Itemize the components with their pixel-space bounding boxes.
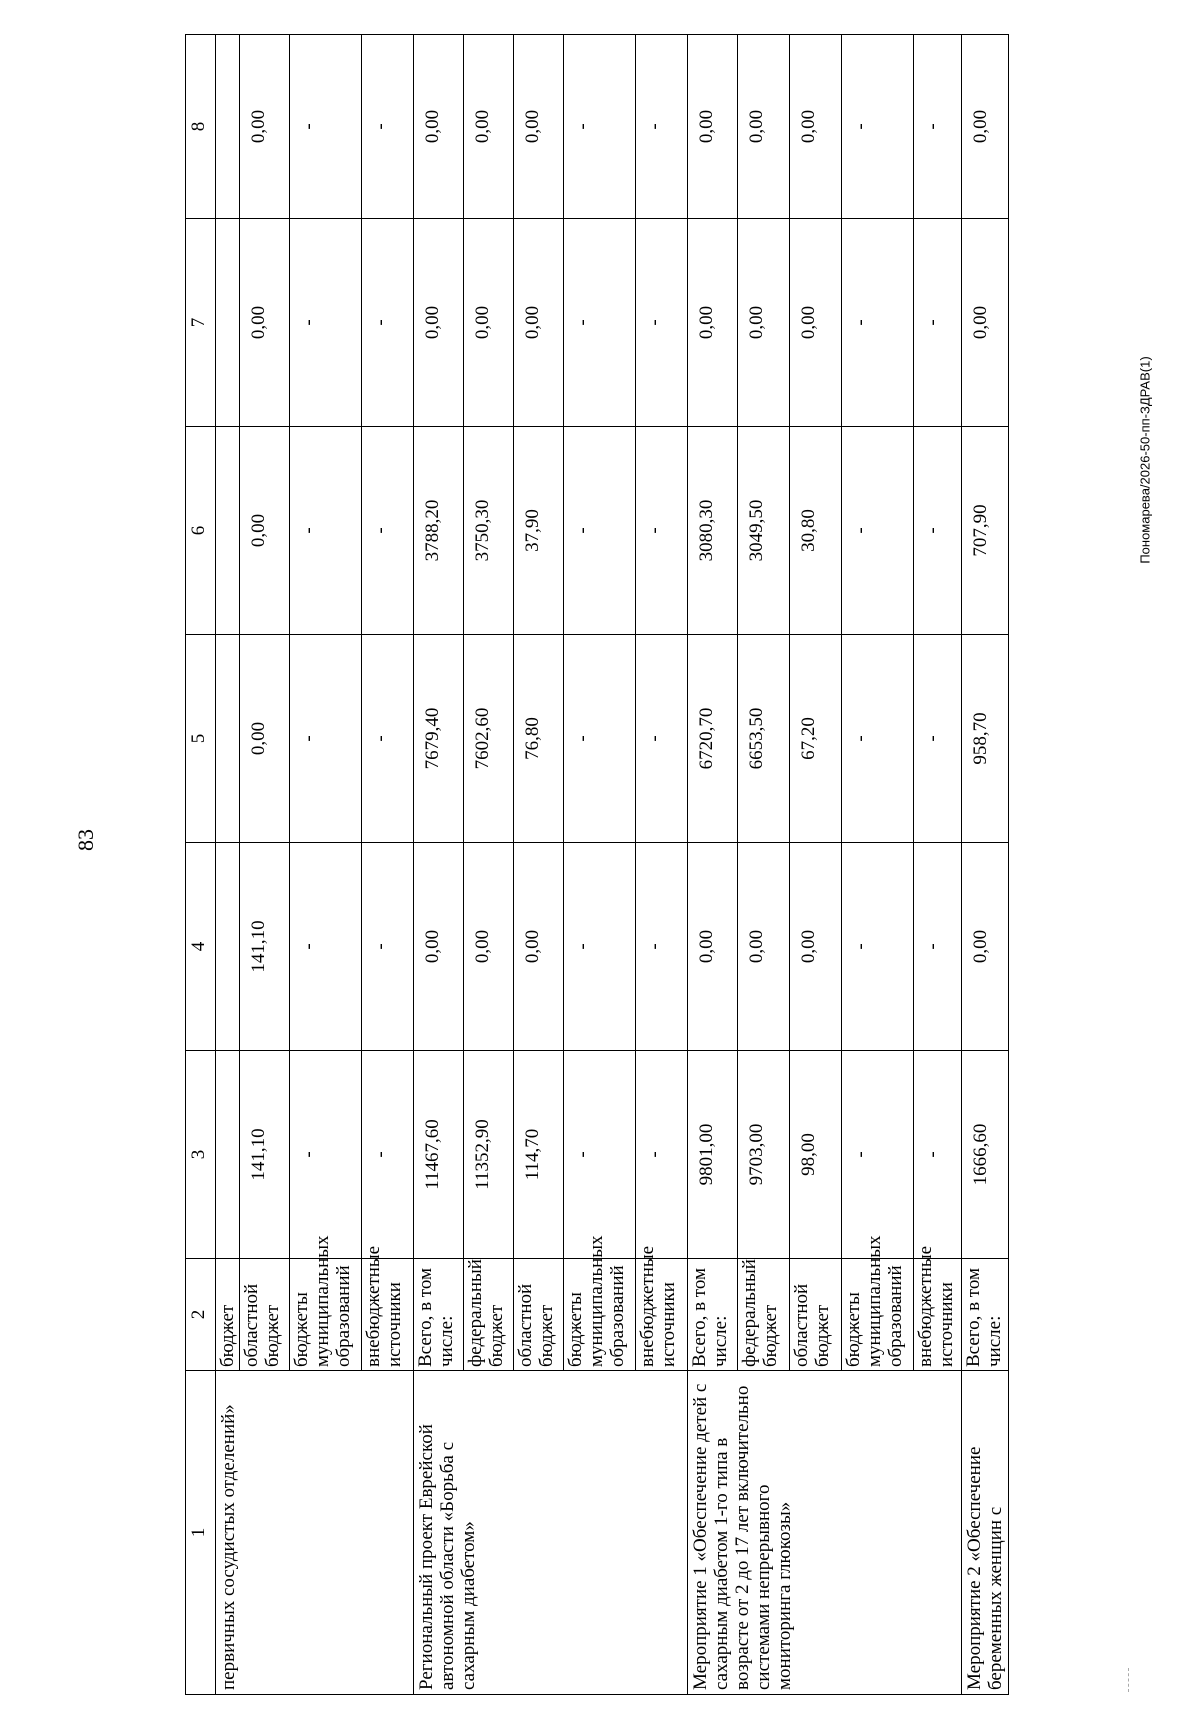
cell: 9703,00 <box>738 1051 790 1259</box>
funding-source: внебюджетные источники <box>914 1259 962 1371</box>
funding-source: федеральный бюджет <box>738 1259 790 1371</box>
cell: - <box>290 635 362 843</box>
cell: 37,90 <box>514 427 564 635</box>
table-row <box>216 35 240 1695</box>
cell: 11352,90 <box>464 1051 514 1259</box>
funding-source: внебюджетные источники <box>362 1259 414 1371</box>
col-header: 7 <box>186 219 216 427</box>
cell: 0,00 <box>738 35 790 219</box>
cell: 0,00 <box>240 635 290 843</box>
cell: - <box>636 427 688 635</box>
col-header: 4 <box>186 843 216 1051</box>
col-header: 5 <box>186 635 216 843</box>
funding-source: бюджеты муниципальных образований <box>564 1259 636 1371</box>
cell <box>216 427 240 635</box>
table-row <box>414 35 464 1695</box>
cell: 0,00 <box>688 35 738 219</box>
table-row <box>688 35 738 1695</box>
cell <box>216 219 240 427</box>
col-header: 3 <box>186 1051 216 1259</box>
cell: 0,00 <box>790 219 842 427</box>
cell: 0,00 <box>240 219 290 427</box>
funding-source: Всего, в том числе: <box>962 1259 1009 1371</box>
funding-source: областной бюджет <box>514 1259 564 1371</box>
funding-source: федеральный бюджет <box>464 1259 514 1371</box>
cell: 0,00 <box>738 219 790 427</box>
budget-table <box>185 34 1009 1695</box>
cell <box>216 843 240 1051</box>
funding-source: Всего, в том числе: <box>414 1259 464 1371</box>
cell: 7602,60 <box>464 635 514 843</box>
cell: 1666,60 <box>962 1051 1009 1259</box>
cell: 0,00 <box>464 35 514 219</box>
cell: 0,00 <box>790 843 842 1051</box>
cell: 0,00 <box>790 35 842 219</box>
cell: 0,00 <box>962 35 1009 219</box>
scan-edge-mark <box>1128 1668 1130 1692</box>
page-number: 83 <box>73 829 98 851</box>
cell <box>216 1051 240 1259</box>
col-header: 8 <box>186 35 216 219</box>
cell: 0,00 <box>688 843 738 1051</box>
cell: - <box>362 427 414 635</box>
cell: 707,90 <box>962 427 1009 635</box>
cell: - <box>636 843 688 1051</box>
cell: 3750,30 <box>464 427 514 635</box>
cell: - <box>564 1051 636 1259</box>
cell: 958,70 <box>962 635 1009 843</box>
cell: 0,00 <box>738 843 790 1051</box>
cell: - <box>636 35 688 219</box>
cell: - <box>290 843 362 1051</box>
cell <box>216 35 240 219</box>
cell: 6720,70 <box>688 635 738 843</box>
col-header: 2 <box>186 1259 216 1371</box>
cell: 0,00 <box>962 843 1009 1051</box>
cell: - <box>914 635 962 843</box>
cell: 0,00 <box>514 35 564 219</box>
cell: - <box>636 219 688 427</box>
cell: 76,80 <box>514 635 564 843</box>
cell: 3049,50 <box>738 427 790 635</box>
cell: - <box>564 843 636 1051</box>
cell: 0,00 <box>514 219 564 427</box>
cell: 0,00 <box>414 219 464 427</box>
cell: 0,00 <box>414 35 464 219</box>
document-footer-code: Пономарева/2026-50-пп-ЗДРАВ(1) <box>1137 356 1153 564</box>
cell: 114,70 <box>514 1051 564 1259</box>
cell: - <box>290 35 362 219</box>
cell: - <box>636 635 688 843</box>
activity-name: Мероприятие 2 «Обеспечение беременных женщин с <box>962 1371 1009 1695</box>
cell: 11467,60 <box>414 1051 464 1259</box>
cell: 0,00 <box>514 843 564 1051</box>
cell: - <box>564 219 636 427</box>
cell: - <box>842 427 914 635</box>
cell: - <box>842 843 914 1051</box>
cell: - <box>842 1051 914 1259</box>
cell: 0,00 <box>464 843 514 1051</box>
cell: - <box>564 635 636 843</box>
rotated-page-content <box>185 35 1125 1695</box>
cell: 6653,50 <box>738 635 790 843</box>
cell: - <box>842 635 914 843</box>
cell: - <box>636 1051 688 1259</box>
cell: 0,00 <box>414 843 464 1051</box>
cell: 141,10 <box>240 843 290 1051</box>
funding-source: бюджеты муниципальных образований <box>290 1259 362 1371</box>
cell: - <box>362 35 414 219</box>
funding-source: бюджет <box>216 1259 240 1371</box>
cell: - <box>290 427 362 635</box>
cell: - <box>564 35 636 219</box>
cell: 3788,20 <box>414 427 464 635</box>
funding-source: внебюджетные источники <box>636 1259 688 1371</box>
funding-source: Всего, в том числе: <box>688 1259 738 1371</box>
cell: - <box>914 843 962 1051</box>
cell: 9801,00 <box>688 1051 738 1259</box>
cell: - <box>362 843 414 1051</box>
cell <box>216 635 240 843</box>
cell: 7679,40 <box>414 635 464 843</box>
cell: 98,00 <box>790 1051 842 1259</box>
funding-source: бюджеты муниципальных образований <box>842 1259 914 1371</box>
cell: - <box>362 635 414 843</box>
cell: - <box>842 219 914 427</box>
cell: - <box>290 219 362 427</box>
cell: - <box>564 427 636 635</box>
funding-source: областной бюджет <box>790 1259 842 1371</box>
cell: 141,10 <box>240 1051 290 1259</box>
cell: - <box>914 1051 962 1259</box>
cell: - <box>362 1051 414 1259</box>
col-header: 1 <box>186 1371 216 1695</box>
cell: - <box>842 35 914 219</box>
cell: - <box>914 219 962 427</box>
cell: - <box>914 427 962 635</box>
activity-name: первичных сосудистых отделений» <box>216 1371 414 1695</box>
cell: 67,20 <box>790 635 842 843</box>
cell: 0,00 <box>962 219 1009 427</box>
cell: 0,00 <box>688 219 738 427</box>
funding-source: областной бюджет <box>240 1259 290 1371</box>
column-number-header-row <box>186 35 216 1695</box>
activity-name: Мероприятие 1 «Обеспечение детей с сахарным диабетом 1-го типа в возрасте от 2 до 17 лет включительно системами непрерывного мониторинга глюкозы» <box>688 1371 962 1695</box>
cell: 3080,30 <box>688 427 738 635</box>
activity-name: Региональный проект Еврейской автономной области «Борьба с сахарным диабетом» <box>414 1371 688 1695</box>
cell: - <box>290 1051 362 1259</box>
cell: 30,80 <box>790 427 842 635</box>
cell: 0,00 <box>464 219 514 427</box>
col-header: 6 <box>186 427 216 635</box>
table-row <box>962 35 1009 1695</box>
cell: - <box>362 219 414 427</box>
cell: - <box>914 35 962 219</box>
cell: 0,00 <box>240 427 290 635</box>
cell: 0,00 <box>240 35 290 219</box>
